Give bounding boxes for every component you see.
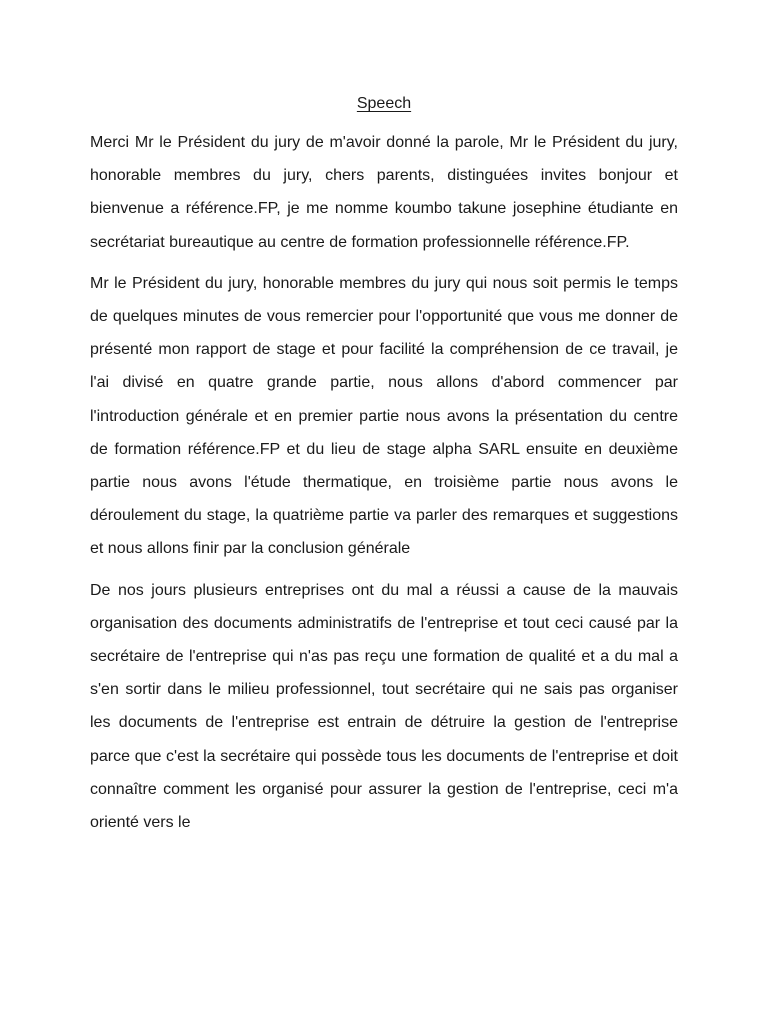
- document-title: Speech: [356, 95, 412, 112]
- paragraph-context: De nos jours plusieurs entreprises ont du mal a réussi a cause de la mauvais organisation des documents administratifs de l'entreprise et tout ceci causé par la secrétaire de l'entreprise qui n'as pas reçu une formation de qualité et a du mal a s'en sortir dans le milieu professionnel, tout secrétaire qui ne sais pas organiser les documents de l'entreprise est entrain de détruire la gestion de l'entreprise parce que c'est la secrétaire qui possède tous les documents de l'entreprise et doit connaître comment les organisé pour assurer la gestion de l'entreprise, ceci m'a orienté vers le: [90, 581, 678, 832]
- paragraph-introduction: Merci Mr le Président du jury de m'avoir donné la parole, Mr le Président du jury, honorable membres du jury, chers parents, distinguées invites bonjour et bienvenue a référence.FP, je me nomme koumbo takune josephine étudiante en secrétariat bureautique au centre de formation professionnelle référence.FP.: [90, 134, 678, 251]
- paragraph-outline: Mr le Président du jury, honorable membres du jury qui nous soit permis le temps de quelques minutes de vous remercier pour l'opportunité que vous me donner de présenté mon rapport de stage et pour facilité la compréhension de ce travail, je l'ai divisé en quatre grande partie, nous allons d'abord commencer par l'introduction générale et en premier partie nous avons la présentation du centre de formation référence.FP et du lieu de stage alpha SARL ensuite en deuxième partie nous avons l'étude thermatique, en troisième partie nous avons le déroulement du stage, la quatrième partie va parler des remarques et suggestions et nous allons finir par la conclusion générale: [90, 274, 678, 558]
